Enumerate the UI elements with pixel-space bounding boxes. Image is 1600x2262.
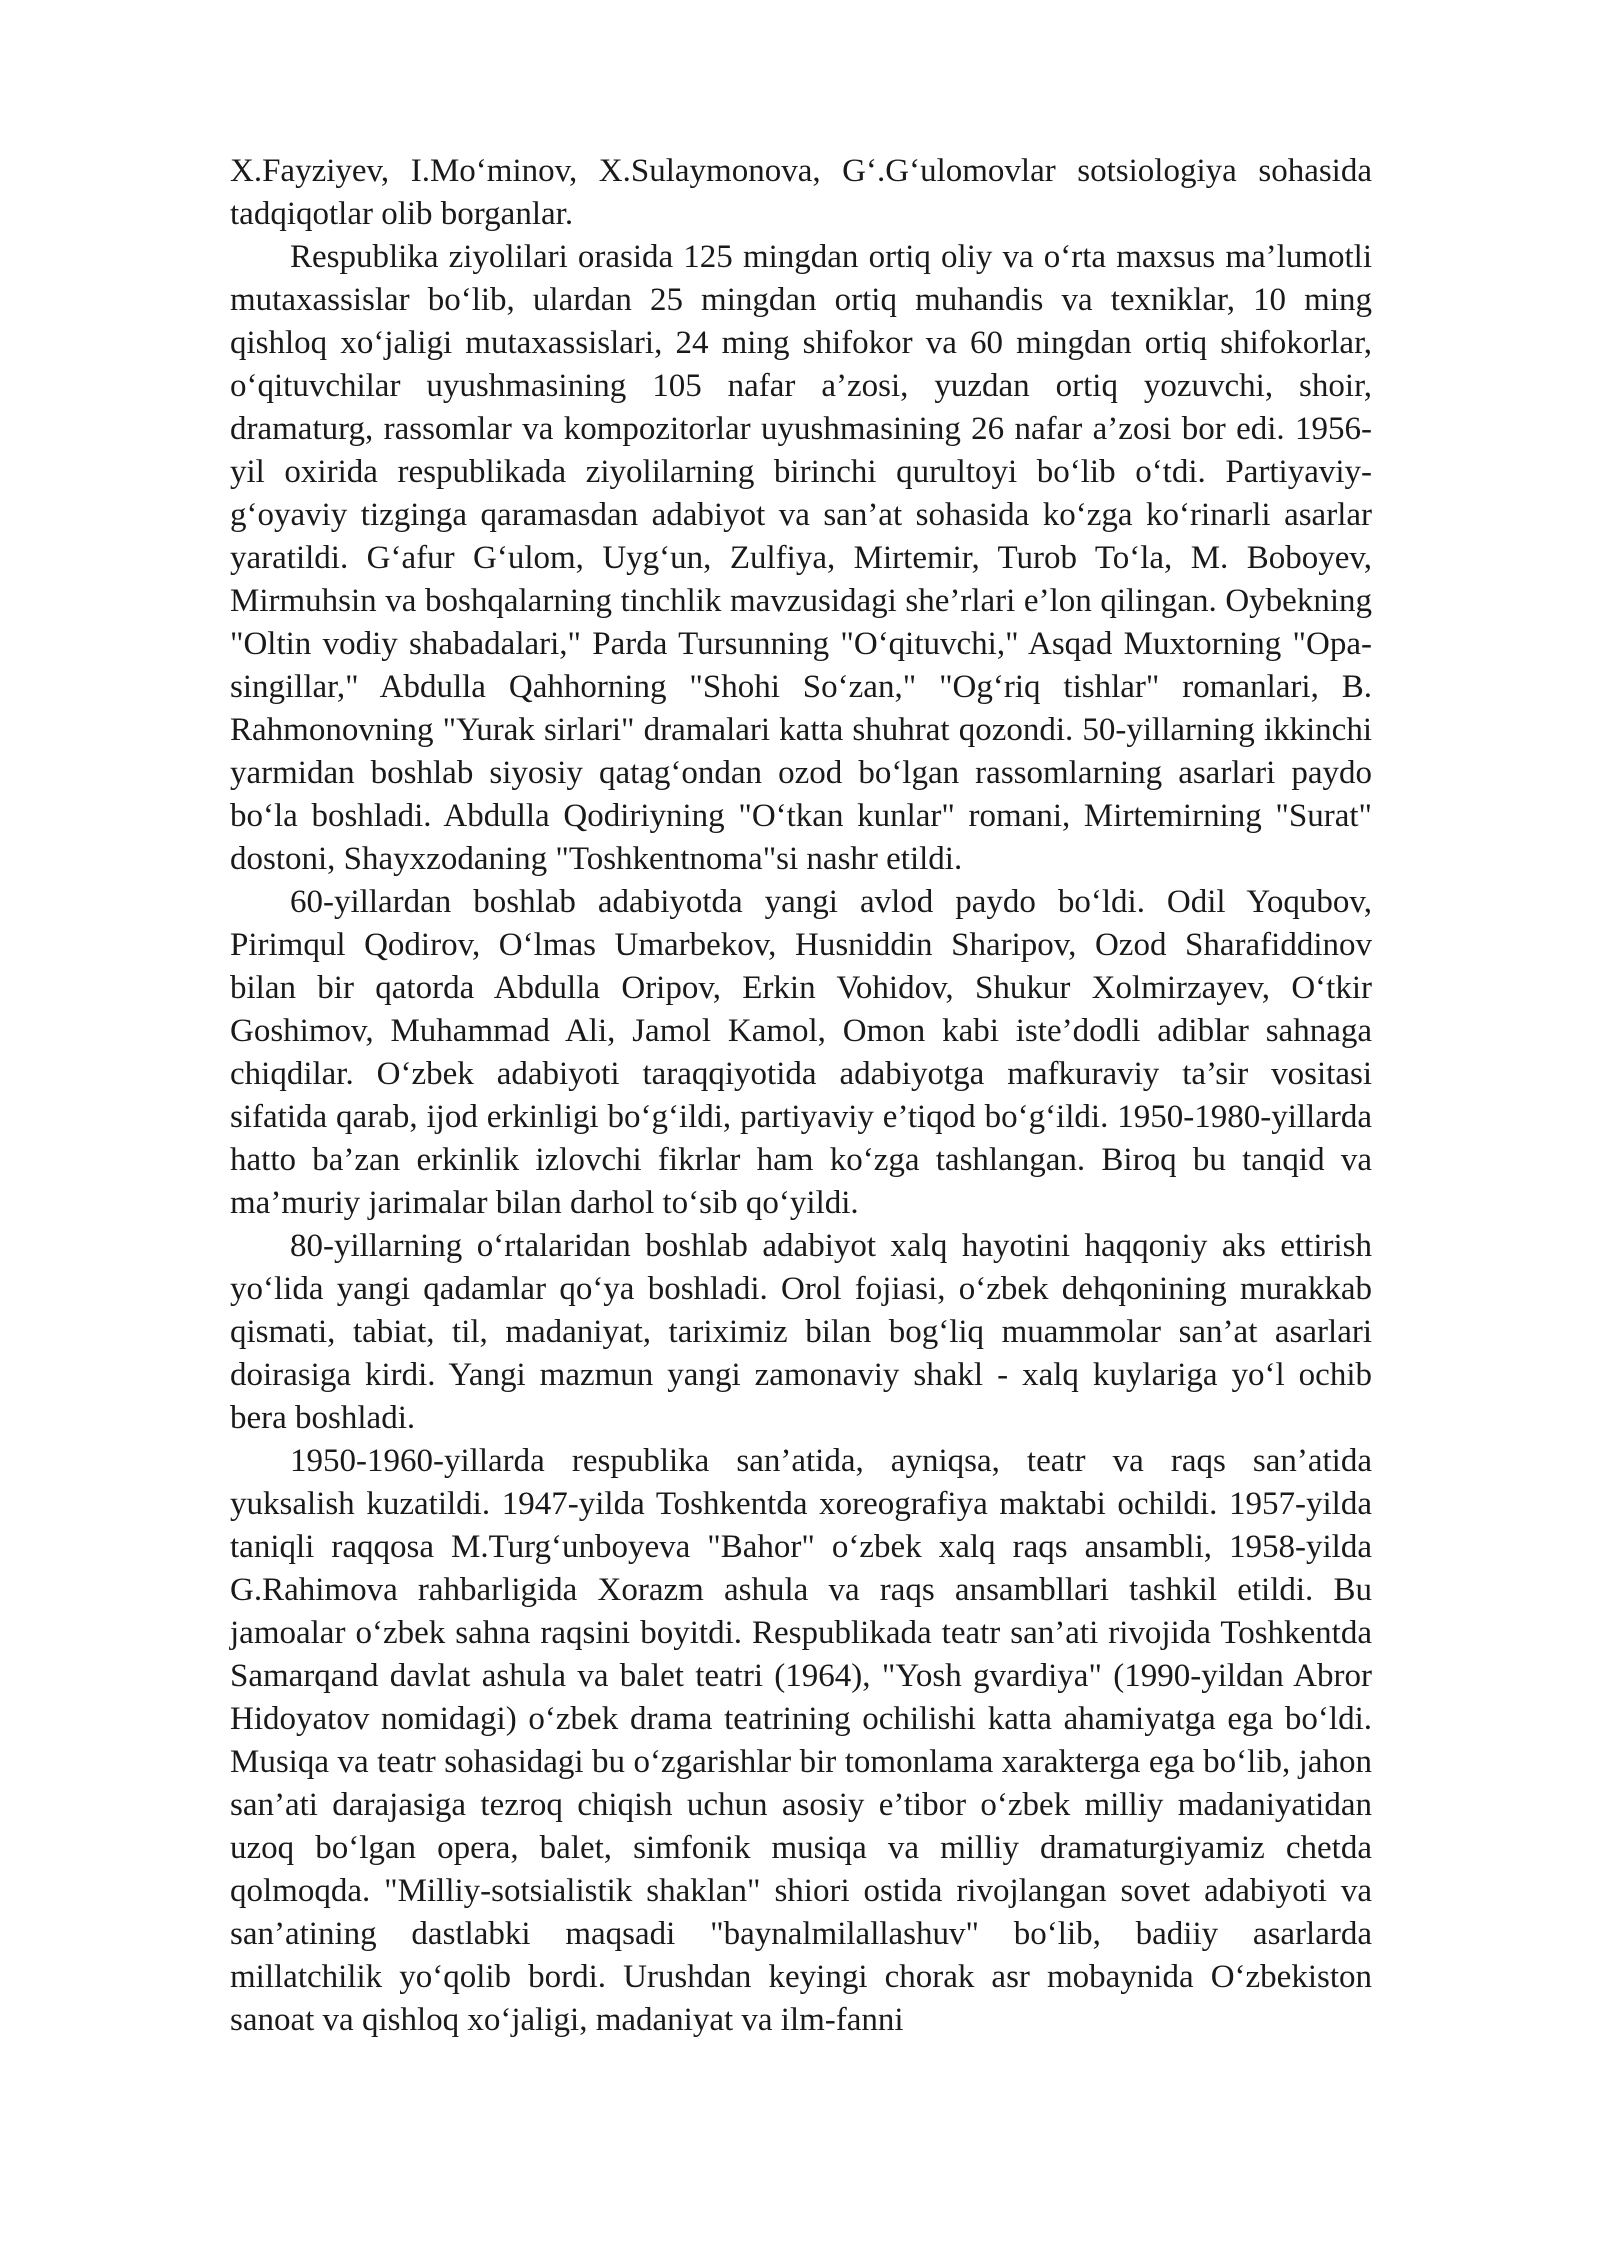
paragraph-2: Respublika ziyolilari orasida 125 mingdan ortiq oliy va o‘rta maxsus ma’lumotli mutaxassislar bo‘lib, ulardan 25 mingdan ortiq muhandis va texniklar, 10 ming qishloq xo‘jaligi mutaxassislari, 24 ming shifokor va 60 mingdan ortiq shifokorlar, o‘qituvchilar uyushmasining 105 nafar a’zosi, yuzdan ortiq yozuvchi, shoir, dramaturg, rassomlar va kompozitorlar uyushmasining 26 nafar a’zosi bor edi. 1956-yil oxirida respublikada ziyolilarning birinchi qurultoyi bo‘lib o‘tdi. Partiyaviy-g‘oyaviy tizginga qaramasdan adabiyot va san’at sohasida ko‘zga ko‘rinarli asarlar yaratildi. G‘afur G‘ulom, Uyg‘un, Zulfiya, Mirtemir, Turob To‘la, M. Boboyev, Mirmuhsin va boshqalarning tinchlik mavzusidagi she’rlari e’lon qilingan. Oybekning "Oltin vodiy shabadalari," Parda Tursunning "O‘qituvchi," Asqad Muxtorning "Opa-singillar," Abdulla Qahhorning "Shohi So‘zan," "Og‘riq tishlar" romanlari, B. Rahmonovning "Yurak sirlari" dramalari katta shuhrat qozondi. 50-yillarning ikkinchi yarmidan boshlab siyosiy qatag‘ondan ozod bo‘lgan rassomlarning asarlari paydo bo‘la boshladi. Abdulla Qodiriyning "O‘tkan kunlar" romani, Mirtemirning "Surat" dostoni, Shayxzodaning "Toshkentnoma"si nashr etildi. bbox=[230, 239, 1372, 877]
paragraph-3: 60-yillardan boshlab adabiyotda yangi avlod paydo bo‘ldi. Odil Yoqubov, Pirimqul Qodirov, O‘lmas Umarbekov, Husniddin Sharipov, Ozod Sharafiddinov bilan bir qatorda Abdulla Oripov, Erkin Vohidov, Shukur Xolmirzayev, O‘tkir Goshimov, Muhammad Ali, Jamol Kamol, Omon kabi iste’dodli adiblar sahnaga chiqdilar. O‘zbek adabiyoti taraqqiyotida adabiyotga mafkuraviy ta’sir vositasi sifatida qarab, ijod erkinligi bo‘g‘ildi, partiyaviy e’tiqod bo‘g‘ildi. 1950-1980-yillarda hatto ba’zan erkinlik izlovchi fikrlar ham ko‘zga tashlangan. Biroq bu tanqid va ma’muriy jarimalar bilan darhol to‘sib qo‘yildi. bbox=[230, 884, 1372, 1221]
paragraph-5: 1950-1960-yillarda respublika san’atida, ayniqsa, teatr va raqs san’atida yuksalish kuzatildi. 1947-yilda Toshkentda xoreografiya maktabi ochildi. 1957-yilda taniqli raqqosa M.Turg‘unboyeva "Bahor" o‘zbek xalq raqs ansambli, 1958-yilda G.Rahimova rahbarligida Xorazm ashula va raqs ansambllari tashkil etildi. Bu jamoalar o‘zbek sahna raqsini boyitdi. Respublikada teatr san’ati rivojida Toshkentda Samarqand davlat ashula va balet teatri (1964), "Yosh gvardiya" (1990-yildan Abror Hidoyatov nomidagi) o‘zbek drama teatrining ochilishi katta ahamiyatga ega bo‘ldi. Musiqa va teatr sohasidagi bu o‘zgarishlar bir tomonlama xarakterga ega bo‘lib, jahon san’ati darajasiga tezroq chiqish uchun asosiy e’tibor o‘zbek milliy madaniyatidan uzoq bo‘lgan opera, balet, simfonik musiqa va milliy dramaturgiyamiz chetda qolmoqda. "Milliy-sotsialistik shaklan" shiori ostida rivojlangan sovet adabiyoti va san’atining dastlabki maqsadi "baynalmilallashuv" bo‘lib, badiiy asarlarda millatchilik yo‘qolib bordi. Urushdan keyingi chorak asr mobaynida O‘zbekiston sanoat va qishloq xo‘jaligi, madaniyat va ilm-fanni bbox=[230, 1443, 1372, 2038]
paragraph-1: X.Fayziyev, I.Mo‘minov, X.Sulaymonova, G‘.G‘ulomovlar sotsiologiya sohasida tadqiqotlar olib borganlar. bbox=[230, 153, 1372, 232]
document-page bbox=[230, 150, 1372, 2042]
paragraph-4: 80-yillarning o‘rtalaridan boshlab adabiyot xalq hayotini haqqoniy aks ettirish yo‘lida yangi qadamlar qo‘ya boshladi. Orol fojiasi, o‘zbek dehqonining murakkab qismati, tabiat, til, madaniyat, tariximiz bilan bog‘liq muammolar san’at asarlari doirasiga kirdi. Yangi mazmun yangi zamonaviy shakl - xalq kuylariga yo‘l ochib bera boshladi. bbox=[230, 1228, 1372, 1436]
